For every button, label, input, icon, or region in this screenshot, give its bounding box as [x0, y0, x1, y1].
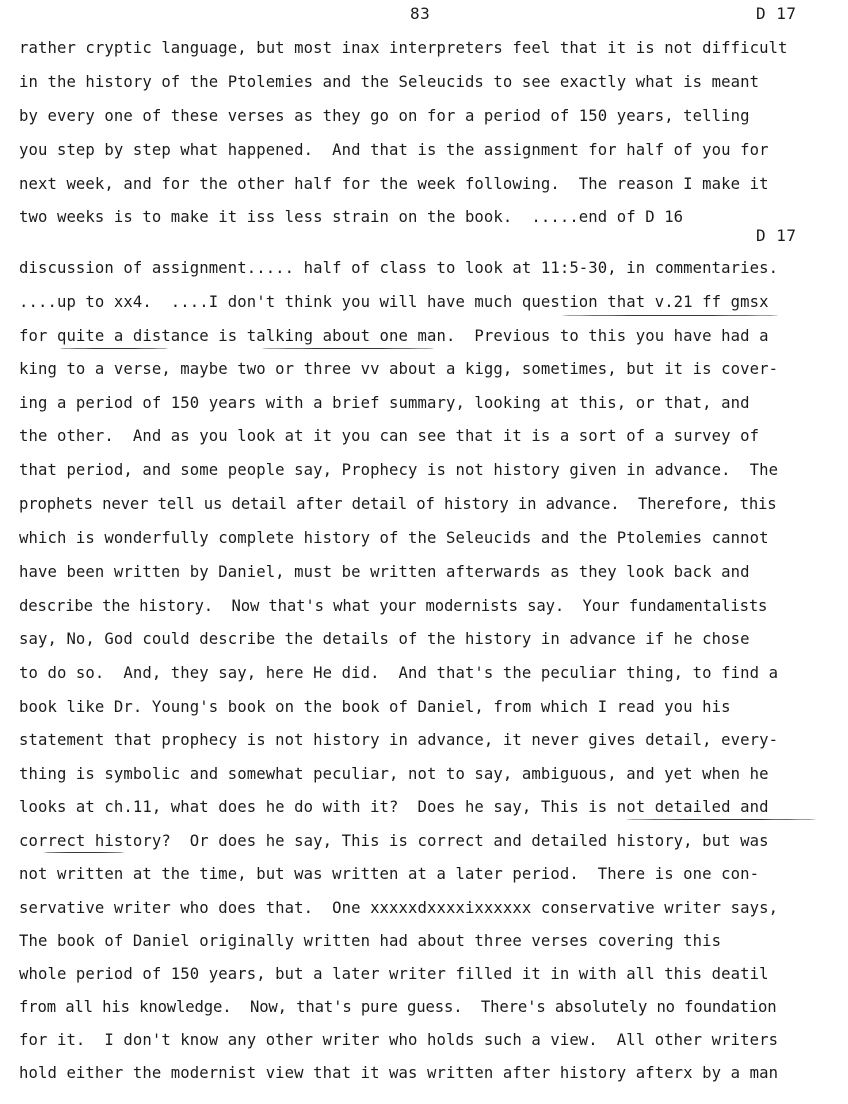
text-line-25: not written at the time, but was written at a later period. There is one con- — [19, 865, 760, 883]
text-line-28: whole period of 150 years, but a later writer filled it in with all this deatil — [19, 965, 769, 983]
text-line-29: from all his knowledge. Now, that's pure guess. There's absolutely no foundation — [19, 998, 777, 1016]
text-line-14: prophets never tell us detail after detail of history in advance. Therefore, this — [19, 495, 777, 513]
underline-mark-not-detailed — [626, 819, 816, 820]
text-line-24: correct history? Or does he say, This is correct and detailed history, but was — [19, 832, 769, 850]
text-line-7: discussion of assignment..... half of class to look at 11:5-30, in commentaries. — [19, 259, 779, 277]
text-line-8: ....up to xx4. ....I don't think you will have much question that v.21 ff gmsx — [19, 293, 769, 311]
text-line-19: to do so. And, they say, here He did. And that's the peculiar thing, to find a — [19, 664, 779, 682]
text-line-9: for quite a distance is talking about one man. Previous to this you have had a — [19, 327, 769, 345]
text-line-22: thing is symbolic and somewhat peculiar, not to say, ambiguous, and yet when he — [19, 765, 769, 783]
section-code: D 17 — [756, 4, 797, 23]
text-line-31: hold either the modernist view that it was written after history afterx by a man — [19, 1064, 779, 1082]
text-line-3: by every one of these verses as they go on for a period of 150 years, telling — [19, 107, 750, 125]
text-line-2: in the history of the Ptolemies and the Seleucids to see exactly what is meant — [19, 73, 760, 91]
text-line-21: statement that prophecy is not history in advance, it never gives detail, every- — [19, 731, 779, 749]
text-line-26: servative writer who does that. One xxxxxdxxxxixxxxxx conservative writer says, — [19, 899, 779, 917]
text-line-10: king to a verse, maybe two or three vv about a kigg, sometimes, but it is cover- — [19, 360, 779, 378]
text-line-4: you step by step what happened. And that is the assignment for half of you for — [19, 141, 769, 159]
underline-mark-correct — [44, 852, 124, 853]
text-line-17: describe the history. Now that's what your modernists say. Your fundamentalists — [19, 597, 768, 615]
text-line-16: have been written by Daniel, must be written afterwards as they look back and — [19, 563, 750, 581]
text-line-11: ing a period of 150 years with a brief summary, looking at this, or that, and — [19, 394, 750, 412]
text-line-5: next week, and for the other half for the week following. The reason I make it — [19, 175, 769, 193]
page-number: 83 — [410, 4, 431, 23]
text-line-12: the other. And as you look at it you can see that it is a sort of a survey of — [19, 427, 760, 445]
text-line-1: rather cryptic language, but most inax interpreters feel that it is not difficult — [19, 39, 788, 57]
text-line-15: which is wonderfully complete history of the Seleucids and the Ptolemies cannot — [19, 529, 769, 547]
text-line-27: The book of Daniel originally written had about three verses covering this — [19, 932, 722, 950]
text-line-20: book like Dr. Young's book on the book of Daniel, from which I read you his — [19, 698, 731, 716]
text-line-6: two weeks is to make it iss less strain on the book. .....end of D 16 — [19, 208, 684, 226]
text-line-30: for it. I don't know any other writer who holds such a view. All other writers — [19, 1031, 779, 1049]
underline-mark-quite — [60, 348, 168, 349]
underline-mark-question — [562, 315, 778, 316]
text-line-13: that period, and some people say, Prophecy is not history given in advance. The — [19, 461, 779, 479]
underline-mark-talking — [262, 348, 434, 349]
section-marker: D 17 — [756, 226, 797, 245]
text-line-23: looks at ch.11, what does he do with it? Does he say, This is not detailed and — [19, 798, 769, 816]
text-line-18: say, No, God could describe the details of the history in advance if he chose — [19, 630, 750, 648]
